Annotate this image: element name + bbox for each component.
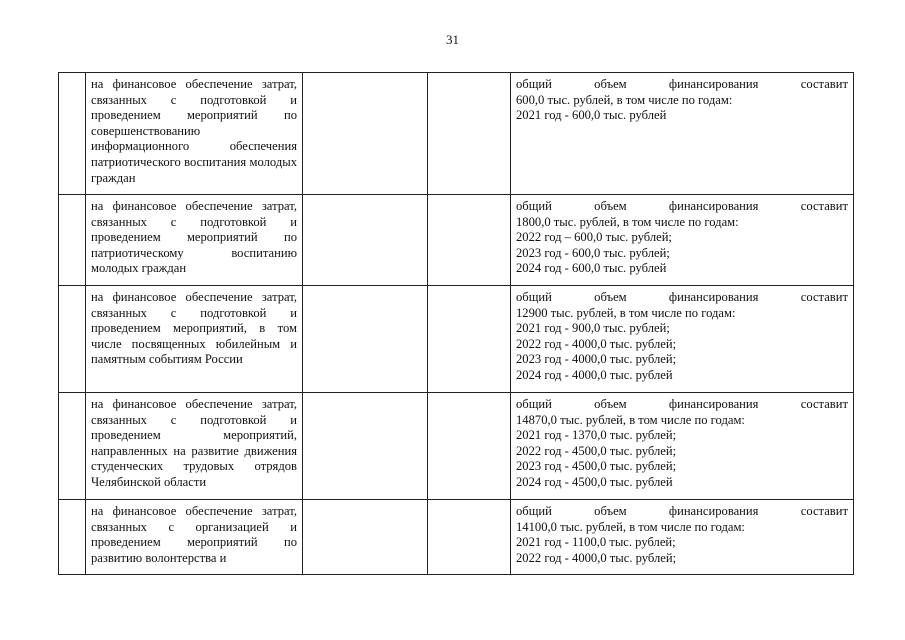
funding-line: 14100,0 тыс. рублей, в том числе по годам:	[516, 519, 745, 534]
funding-line: 1800,0 тыс. рублей, в том числе по годам:	[516, 214, 739, 229]
table-row	[59, 500, 854, 575]
empty-cell	[303, 393, 428, 500]
funding-line: 2023 год - 600,0 тыс. рублей;	[516, 245, 670, 260]
purpose-cell: на финансовое обеспечение затрат, связанных с подготовкой и проведением мероприятий по совершенствованию информационного обеспечения патриотического воспитания молодых граждан	[86, 73, 303, 195]
purpose-cell: на финансовое обеспечение затрат, связанных с подготовкой и проведением мероприятий, направленных на развитие движения студенческих трудовых отрядов Челябинской области	[86, 393, 303, 500]
funding-line: 12900 тыс. рублей, в том числе по годам:	[516, 305, 736, 320]
funding-heading-line: общий объем финансирования составит	[516, 290, 848, 304]
page-number: 31	[446, 32, 459, 47]
empty-cell	[428, 286, 511, 393]
funding-line: 2022 год - 4500,0 тыс. рублей;	[516, 443, 677, 458]
funding-cell	[511, 500, 854, 575]
funding-line: 2021 год - 1370,0 тыс. рублей;	[516, 428, 677, 443]
funding-line: 2024 год - 4000,0 тыс. рублей	[516, 367, 673, 382]
purpose-cell: на финансовое обеспечение затрат, связанных с подготовкой и проведением мероприятий по патриотическому воспитанию молодых граждан	[86, 195, 303, 286]
funding-line: 2024 год - 600,0 тыс. рублей	[516, 261, 667, 276]
empty-cell	[428, 500, 511, 575]
funding-table	[58, 72, 854, 575]
funding-line: 2024 год - 4500,0 тыс. рублей	[516, 474, 673, 489]
funding-heading-line: общий объем финансирования составит	[516, 199, 848, 213]
empty-cell	[428, 195, 511, 286]
index-cell	[59, 195, 86, 286]
funding-cell	[511, 286, 854, 393]
funding-cell	[511, 73, 854, 195]
purpose-cell: на финансовое обеспечение затрат, связанных с организацией и проведением мероприятий по развитию волонтерства и	[86, 500, 303, 575]
empty-cell	[428, 73, 511, 195]
funding-line: 2023 год - 4000,0 тыс. рублей;	[516, 352, 677, 367]
funding-heading-line: общий объем финансирования составит	[516, 77, 848, 91]
funding-line: 2022 год - 4000,0 тыс. рублей;	[516, 336, 677, 351]
funding-line: 2022 год - 4000,0 тыс. рублей;	[516, 550, 677, 565]
funding-heading-line: общий объем финансирования составит	[516, 397, 848, 411]
funding-heading-line: общий объем финансирования составит	[516, 504, 848, 518]
empty-cell	[428, 393, 511, 500]
table-row	[59, 393, 854, 500]
table-row	[59, 195, 854, 286]
funding-cell	[511, 393, 854, 500]
empty-cell	[303, 286, 428, 393]
index-cell	[59, 393, 86, 500]
funding-line: 600,0 тыс. рублей, в том числе по годам:	[516, 92, 733, 107]
purpose-cell: на финансовое обеспечение затрат, связанных с подготовкой и проведением мероприятий, в том числе посвященных юбилейным и памятным событиям России	[86, 286, 303, 393]
empty-cell	[303, 500, 428, 575]
funding-line: 2023 год - 4500,0 тыс. рублей;	[516, 459, 677, 474]
funding-line: 14870,0 тыс. рублей, в том числе по годам:	[516, 412, 745, 427]
empty-cell	[303, 195, 428, 286]
funding-line: 2021 год - 1100,0 тыс. рублей;	[516, 535, 676, 550]
index-cell	[59, 500, 86, 575]
funding-line: 2021 год - 600,0 тыс. рублей	[516, 108, 667, 123]
funding-line: 2022 год – 600,0 тыс. рублей;	[516, 230, 672, 245]
index-cell	[59, 286, 86, 393]
table-row	[59, 73, 854, 195]
funding-line: 2021 год - 900,0 тыс. рублей;	[516, 321, 670, 336]
funding-cell	[511, 195, 854, 286]
index-cell	[59, 73, 86, 195]
empty-cell	[303, 73, 428, 195]
table-row	[59, 286, 854, 393]
